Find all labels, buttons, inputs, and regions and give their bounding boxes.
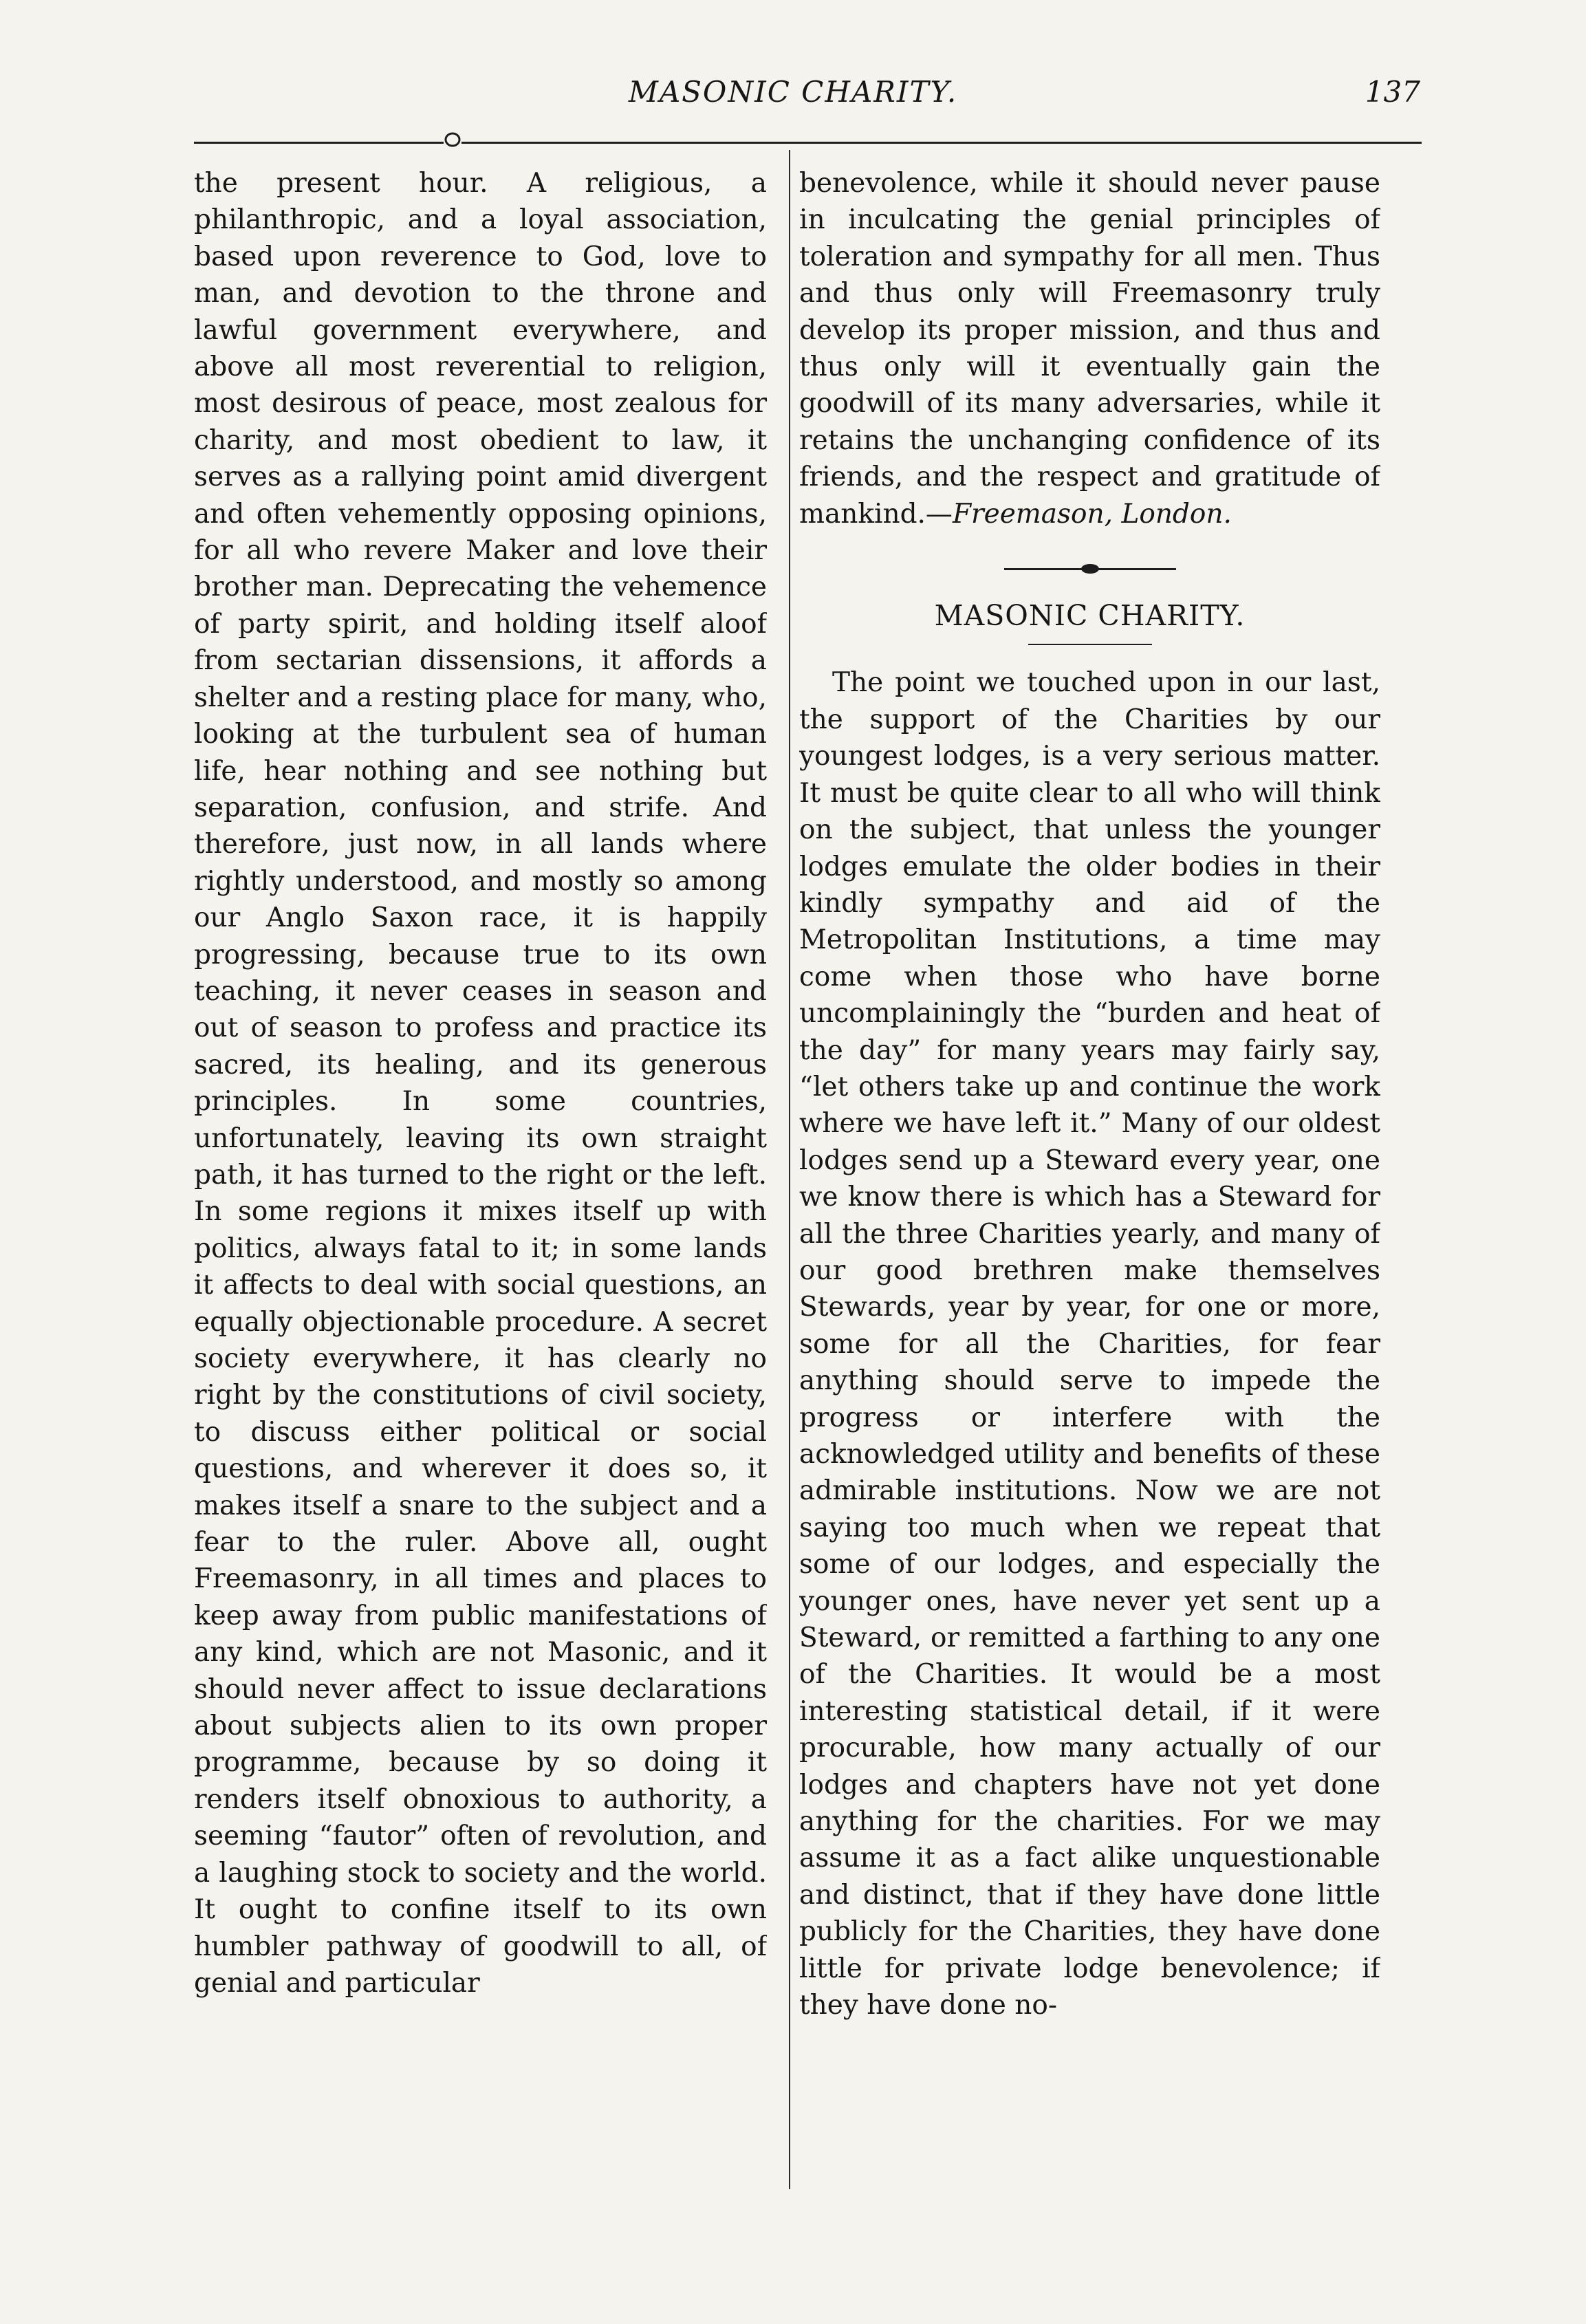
divider-ornament	[1004, 568, 1176, 570]
attribution: Freemason, London.	[952, 498, 1232, 530]
section-title-rule	[1028, 644, 1152, 645]
page-number: 137	[1365, 75, 1420, 109]
left-column-text: the present hour. A religious, a philanthropic, and a loyal association, based upon reverence to God, love to man, and devotion to the throne and lawful government everywhere, and above all most reverential to religion, most desirous of peace, most zealous for charity, and most obedient to law, it serves as a rallying point amid divergent and often vehemently opposing opinions, for all who revere Maker and love their brother man. Deprecating the vehemence of party spirit, and holding itself aloof from sectarian dissensions, it affords a shelter and a resting place for many, who, looking at the turbulent sea of human life, hear nothing and see nothing but separation, confusion, and strife. And therefore, just now, in all lands where rightly understood, and mostly so among our Anglo Saxon race, it is happily progressing, because true to its own teaching, it never ceases in season and out of season to profess and practice its sacred, its healing, and its generous principles. In some countries, unfortunately, leaving its own straight path, it has turned to the right or the left. In some regions it mixes itself up with politics, always fatal to it; in some lands it affects to deal with social questions, an equally objectionable procedure. A secret society everywhere, it has clearly no right by the constitutions of civil society, to discuss either political or social questions, and wherever it does so, it makes itself a snare to the subject and a fear to the ruler. Above all, ought Freemasonry, in all times and places to keep away from public manifestations of any kind, which are not Masonic, and it should never affect to issue declarations about subjects alien to its own proper programme, because by so doing it renders itself obnoxious to authority, a seeming “fautor” often of revolution, and a laughing stock to society and the world. It ought to confine itself to its own humbler pathway of goodwill to all, of genial and particular	[194, 168, 767, 1999]
header-ornament	[444, 131, 461, 149]
header-rule	[194, 142, 1422, 144]
right-column	[799, 165, 1380, 2194]
left-column	[194, 165, 767, 2194]
article-text: The point we touched upon in our last, the support of the Charities by our youngest lodges, is a very serious matter. It must be quite clear to all who will think on the subject, that unless the younger lodges emulate the older bodies in their kindly sympathy and aid of the Metropolitan Institutions, a time may come when those who have borne uncomplainingly the “burden and heat of the day” for many years may fairly say, “let others take up and continue the work where we have left it.” Many of our oldest lodges send up a Steward every year, one we know there is which has a Steward for all the three Charities yearly, and many of our good brethren make themselves Stewards, year by year, for one or more, some for all the Charities, for fear anything should serve to impede the progress or interfere with the acknowledged utility and benefits of these admirable institutions. Now we are not saying too much when we repeat that some of our lodges, and especially the younger ones, have never yet sent up a Steward, or remitted a farthing to any one of the Charities. It would be a most interesting statistical detail, if it were procurable, how many actually of our lodges and chapters have not yet done anything for the charities. For we may assume it as a fact alike unquestionable and distinct, that if they have done little publicly for the Charities, they have done little for private lodge benevolence; if they have done no-	[799, 667, 1380, 2021]
column-rule	[789, 150, 790, 2189]
continuation-paragraph	[799, 165, 1380, 532]
running-title: MASONIC CHARITY.	[628, 75, 958, 109]
section-title: MASONIC CHARITY.	[934, 599, 1246, 633]
continuation-text: benevolence, while it should never pause in inculcating the genial principles of toleration and sympathy for all men. Thus and thus only will Freemasonry truly develop its proper mission, and thus and thus only will it eventually gain the goodwill of its many adversaries, while it retains the unchanging confidence of its friends, and the respect and gratitude of mankind.—	[799, 168, 1380, 530]
section-divider	[799, 549, 1380, 585]
